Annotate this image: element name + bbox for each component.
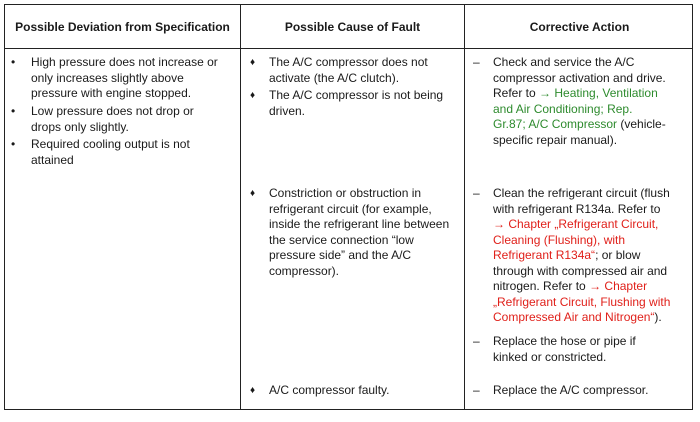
- link-heating-ventilation[interactable]: → Heating, Ventilation: [539, 86, 658, 100]
- dash-bullet-icon: –: [473, 55, 480, 69]
- column-divider: [240, 5, 241, 409]
- bullet-icon: •: [11, 55, 16, 69]
- fault-table: Possible Deviation from Specification Possible Cause of Fault Corrective Action • High pressure does not increase or only increases slightly above pressure with engine stopped. • Low pressure does not drop or drops only slightly. • Required cooling output is not attained ♦ The A/C compressor does not activate (the A/C clutch). ♦ The A/C compressor is not being driven. ♦ Constriction or obstruction in refrigerant circuit (for example, inside the refrigerant line between the service connection “low pressure side” and the A/C compressor). ♦ A/C compressor faulty. – Check and service the A/C compressor activation and drive. Refer to → Heating, Ventilation and Air Conditioning; Rep. Gr.87; A/C Compressor (vehicle- specific repair manual). – Clean the refrigerant circuit (flush with refrigerant R134a. Refer to → Chapter „Refrigerant Circuit, Cleaning (Flushing), with Refrigerant R134a“; or blow through with compressed air and nitrogen. Refer to → Chapter „Refrigerant Circuit, Flushing with Compressed Air and Nitrogen“). – Replace the hose or pipe if kinked or constricted. – Replace the A/C compressor.: [4, 4, 693, 410]
- header-action: Corrective Action: [529, 19, 630, 34]
- diamond-bullet-icon: ♦: [250, 188, 256, 199]
- link-refrigerant-cleaning[interactable]: → Chapter „Refrigerant Circuit,: [493, 217, 659, 231]
- diamond-bullet-icon: ♦: [250, 385, 256, 396]
- link-refrigerant-flushing-end[interactable]: Compressed Air and Nitrogen“: [493, 310, 655, 324]
- header-cause: Possible Cause of Fault: [284, 19, 421, 34]
- dash-bullet-icon: –: [473, 334, 480, 348]
- diamond-bullet-icon: ♦: [250, 90, 256, 101]
- link-heating-ventilation-cont[interactable]: and Air Conditioning; Rep.: [493, 101, 633, 116]
- column-divider: [464, 5, 465, 409]
- dash-bullet-icon: –: [473, 383, 480, 397]
- link-refrigerant-cleaning-cont[interactable]: Cleaning (Flushing), with: [493, 232, 626, 247]
- link-refrigerant-cleaning-end[interactable]: Refrigerant R134a“: [493, 248, 596, 262]
- bullet-icon: •: [11, 137, 16, 151]
- bullet-icon: •: [11, 104, 16, 118]
- header-deviation: Possible Deviation from Specification: [15, 19, 230, 34]
- dash-bullet-icon: –: [473, 186, 480, 200]
- diamond-bullet-icon: ♦: [250, 57, 256, 68]
- link-refrigerant-flushing[interactable]: → Chapter: [589, 279, 648, 293]
- link-refrigerant-flushing-cont[interactable]: „Refrigerant Circuit, Flushing with: [493, 294, 671, 309]
- link-ac-compressor[interactable]: Gr.87; A/C Compressor: [493, 117, 618, 131]
